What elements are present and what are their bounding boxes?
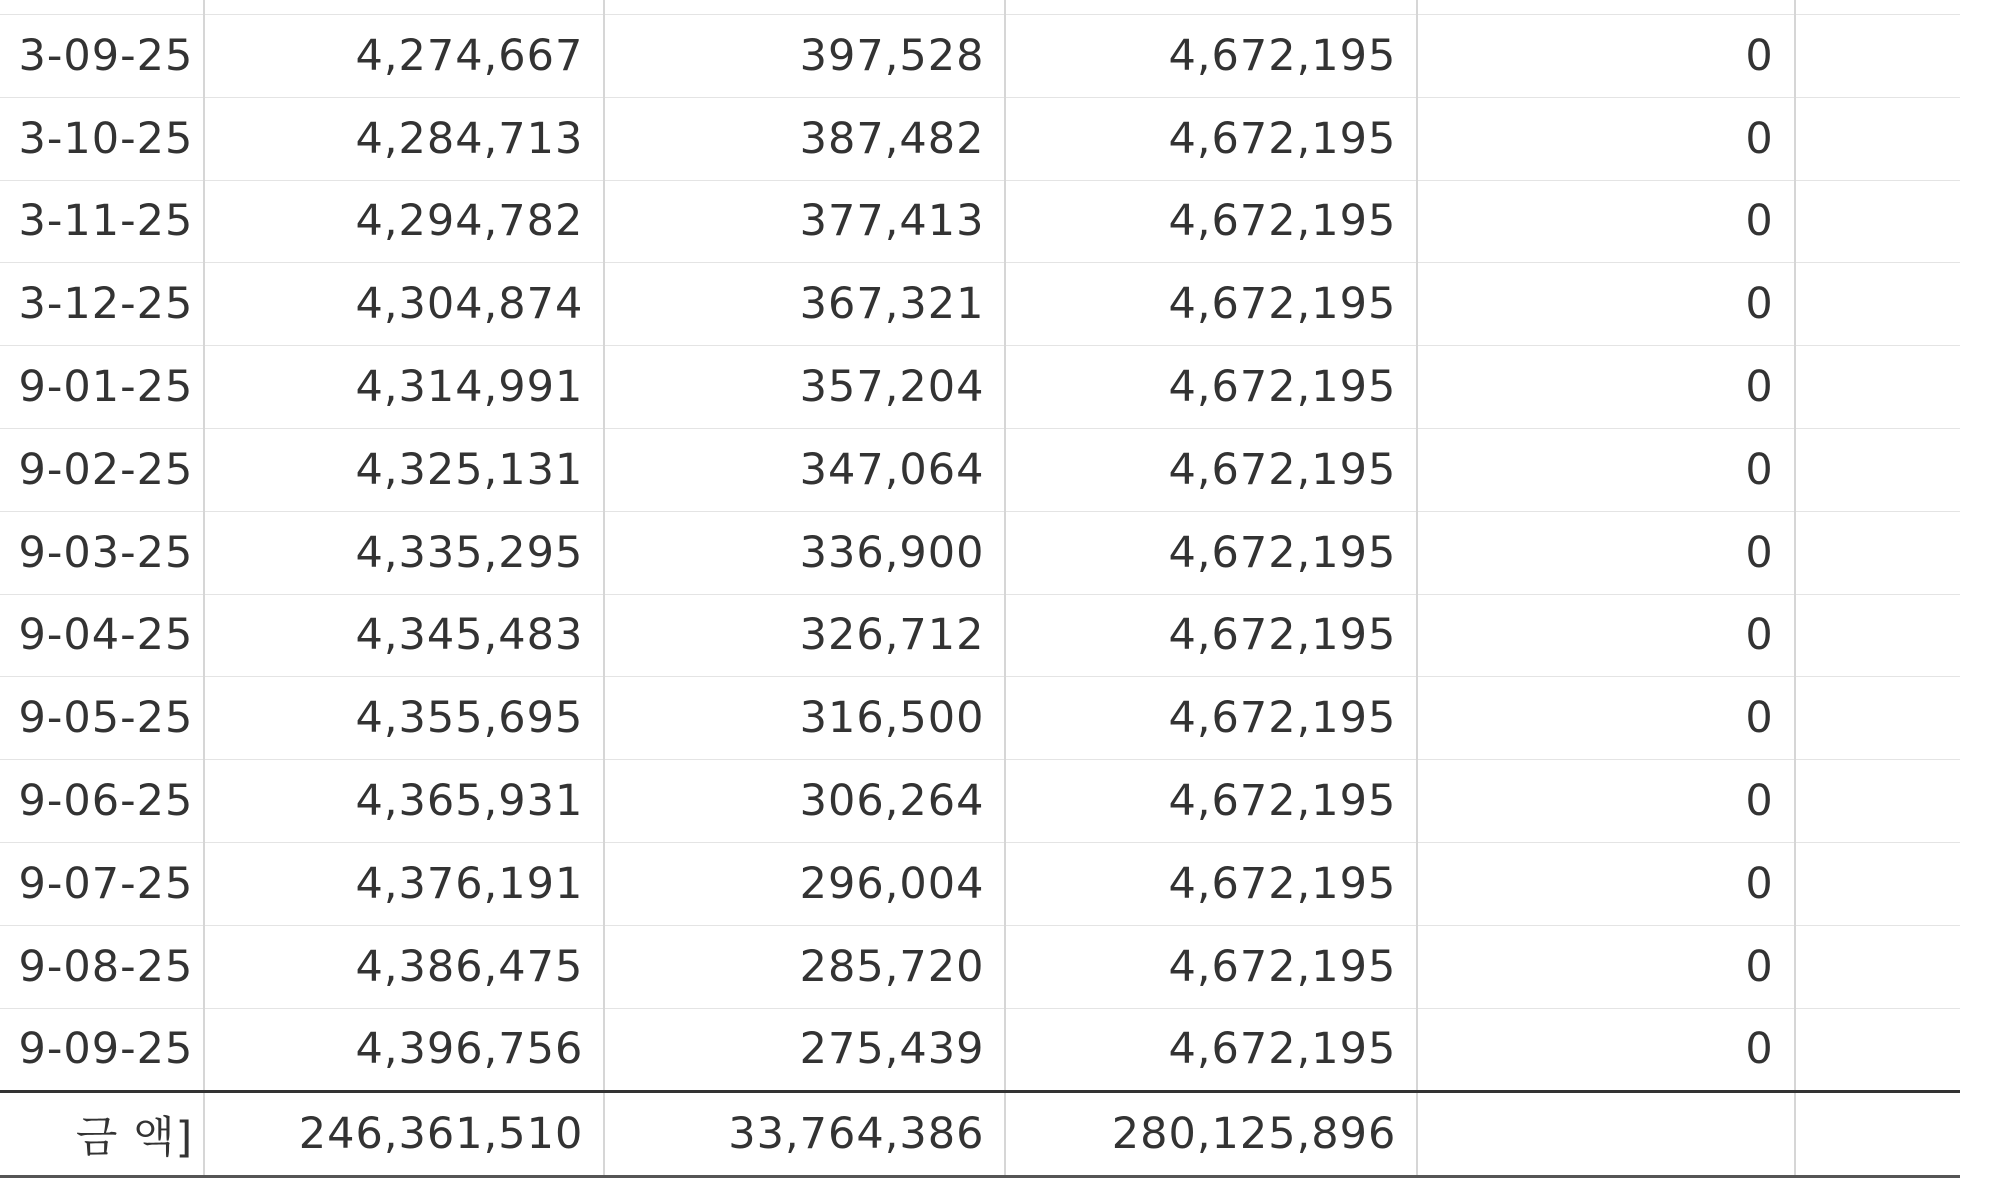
- balance-cell: 0: [1417, 97, 1794, 180]
- table-row: [0, 180, 1960, 263]
- total-row: [0, 1092, 1960, 1177]
- interest-cell: 336,900: [604, 511, 1005, 594]
- payment-cell: 4,672,195: [1005, 428, 1417, 511]
- principal-cell: 4,355,695: [204, 677, 604, 760]
- table-row: [0, 594, 1960, 677]
- table-row: [0, 428, 1960, 511]
- table-row: [0, 97, 1960, 180]
- balance-cell: 0: [1417, 263, 1794, 346]
- date-cell: 9-08-25: [0, 925, 204, 1008]
- extra-cell: [1795, 263, 1960, 346]
- interest-cell: 357,204: [604, 346, 1005, 429]
- principal-cell: 4,284,713: [204, 97, 604, 180]
- extra-cell: [1795, 760, 1960, 843]
- principal-cell: 4,376,191: [204, 842, 604, 925]
- table-row: [0, 842, 1960, 925]
- principal-cell: 4,274,667: [204, 15, 604, 98]
- total-principal: 246,361,510: [204, 1092, 604, 1177]
- principal-cell: 4,314,991: [204, 346, 604, 429]
- interest-cell: 316,500: [604, 677, 1005, 760]
- balance-cell: 0: [1417, 346, 1794, 429]
- principal-cell: 4,386,475: [204, 925, 604, 1008]
- extra-cell: [1795, 97, 1960, 180]
- table-row: [0, 760, 1960, 843]
- interest-cell: 387,482: [604, 97, 1005, 180]
- extra-cell: [1795, 677, 1960, 760]
- clipped-row-above: [0, 0, 1960, 15]
- balance-cell: 0: [1417, 925, 1794, 1008]
- date-cell: 3-11-25: [0, 180, 204, 263]
- table-row: [0, 1008, 1960, 1092]
- total-balance: [1417, 1092, 1794, 1177]
- total-interest: 33,764,386: [604, 1092, 1005, 1177]
- payment-cell: 4,672,195: [1005, 346, 1417, 429]
- principal-cell: 4,304,874: [204, 263, 604, 346]
- table-row: [0, 677, 1960, 760]
- balance-cell: 0: [1417, 428, 1794, 511]
- payment-cell: 4,672,195: [1005, 1008, 1417, 1092]
- extra-cell: [1795, 15, 1960, 98]
- extra-cell: [1795, 925, 1960, 1008]
- table-row: [0, 346, 1960, 429]
- total-payment: 280,125,896: [1005, 1092, 1417, 1177]
- date-cell: 9-03-25: [0, 511, 204, 594]
- date-cell: 3-12-25: [0, 263, 204, 346]
- date-cell: 3-09-25: [0, 15, 204, 98]
- extra-cell: [1795, 842, 1960, 925]
- extra-cell: [1795, 346, 1960, 429]
- interest-cell: 285,720: [604, 925, 1005, 1008]
- balance-cell: 0: [1417, 15, 1794, 98]
- extra-cell: [1795, 1008, 1960, 1092]
- balance-cell: 0: [1417, 842, 1794, 925]
- interest-cell: 306,264: [604, 760, 1005, 843]
- balance-cell: 0: [1417, 1008, 1794, 1092]
- principal-cell: 4,345,483: [204, 594, 604, 677]
- payment-cell: 4,672,195: [1005, 925, 1417, 1008]
- payment-cell: 4,672,195: [1005, 15, 1417, 98]
- payment-cell: 4,672,195: [1005, 97, 1417, 180]
- balance-cell: 0: [1417, 180, 1794, 263]
- balance-cell: 0: [1417, 760, 1794, 843]
- interest-cell: 377,413: [604, 180, 1005, 263]
- interest-cell: 326,712: [604, 594, 1005, 677]
- payment-cell: 4,672,195: [1005, 180, 1417, 263]
- principal-cell: 4,294,782: [204, 180, 604, 263]
- payment-cell: 4,672,195: [1005, 263, 1417, 346]
- extra-cell: [1795, 594, 1960, 677]
- payment-cell: 4,672,195: [1005, 760, 1417, 843]
- interest-cell: 296,004: [604, 842, 1005, 925]
- table-row: [0, 263, 1960, 346]
- extra-cell: [1795, 428, 1960, 511]
- date-cell: 9-06-25: [0, 760, 204, 843]
- table-row: [0, 925, 1960, 1008]
- date-cell: 9-02-25: [0, 428, 204, 511]
- total-label: 금 액]: [0, 1092, 204, 1177]
- table-row: [0, 15, 1960, 98]
- payment-cell: 4,672,195: [1005, 677, 1417, 760]
- interest-cell: 367,321: [604, 263, 1005, 346]
- date-cell: 9-07-25: [0, 842, 204, 925]
- balance-cell: 0: [1417, 594, 1794, 677]
- date-cell: 9-05-25: [0, 677, 204, 760]
- balance-cell: 0: [1417, 511, 1794, 594]
- interest-cell: 397,528: [604, 15, 1005, 98]
- date-cell: 9-04-25: [0, 594, 204, 677]
- date-cell: 9-09-25: [0, 1008, 204, 1092]
- table-row: [0, 511, 1960, 594]
- balance-cell: 0: [1417, 677, 1794, 760]
- payment-cell: 4,672,195: [1005, 842, 1417, 925]
- date-cell: 9-01-25: [0, 346, 204, 429]
- extra-cell: [1795, 1092, 1960, 1177]
- interest-cell: 275,439: [604, 1008, 1005, 1092]
- principal-cell: 4,396,756: [204, 1008, 604, 1092]
- payment-cell: 4,672,195: [1005, 594, 1417, 677]
- extra-cell: [1795, 511, 1960, 594]
- date-cell: 3-10-25: [0, 97, 204, 180]
- principal-cell: 4,365,931: [204, 760, 604, 843]
- principal-cell: 4,325,131: [204, 428, 604, 511]
- principal-cell: 4,335,295: [204, 511, 604, 594]
- extra-cell: [1795, 180, 1960, 263]
- interest-cell: 347,064: [604, 428, 1005, 511]
- payment-cell: 4,672,195: [1005, 511, 1417, 594]
